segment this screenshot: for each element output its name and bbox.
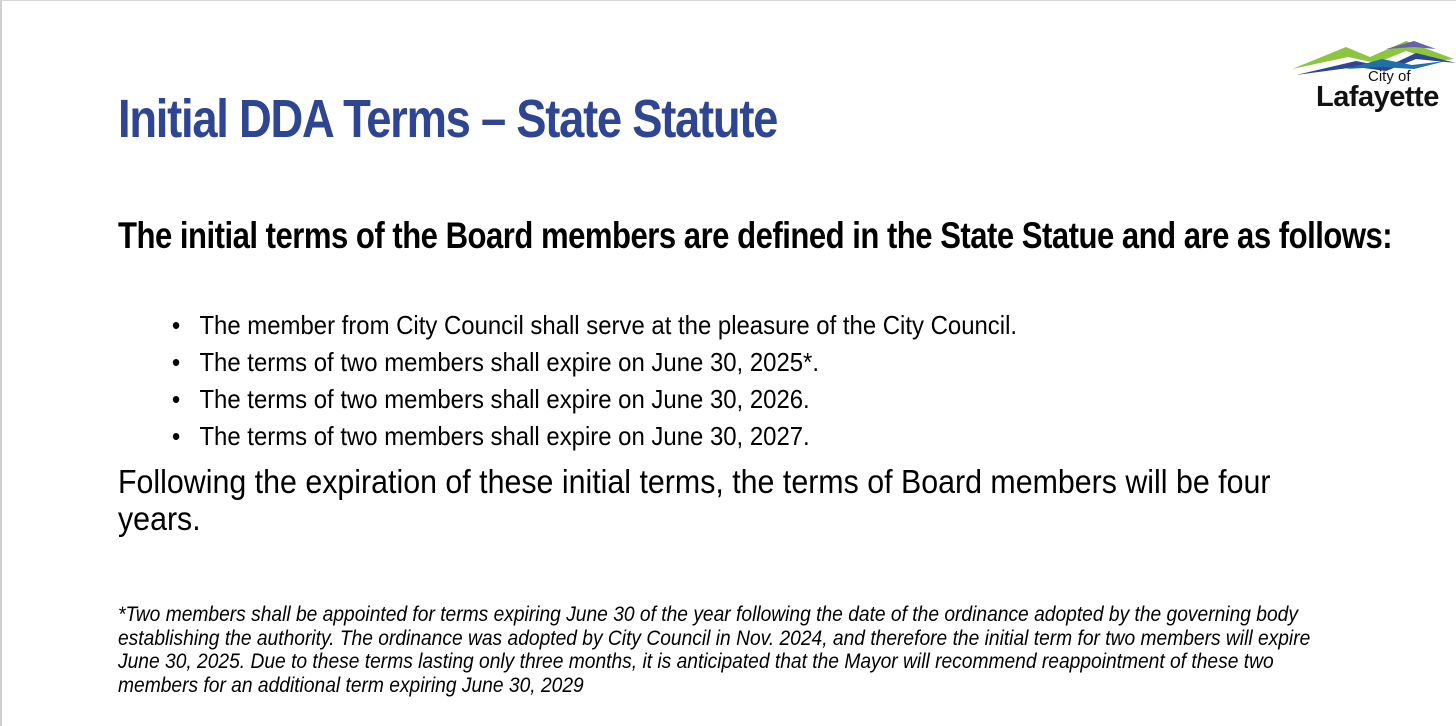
- bullet-text: The member from City Council shall serve at the pleasure of the City Council.: [199, 310, 1018, 340]
- bullet-text: The terms of two members shall expire on June 30, 2027.: [199, 421, 810, 451]
- logo-city-of-text: City of: [1368, 68, 1411, 85]
- bullet-dot-icon: •: [171, 310, 181, 340]
- bullet-item: [170, 381, 1017, 418]
- bullet-item: [170, 344, 1017, 381]
- logo-city-name: Lafayette: [1316, 81, 1439, 113]
- bullet-text: The terms of two members shall expire on June 30, 2026.: [199, 384, 810, 414]
- city-logo: [1286, 39, 1456, 119]
- slide-title: Initial DDA Terms – State Statute: [118, 89, 778, 149]
- bullet-dot-icon: •: [171, 421, 181, 451]
- footnote: *Two members shall be appointed for terms expiring June 30 of the year following the date of the ordinance adopted by the governing body establishing the authority. The ordinance was adopted by City Council in Nov. 2024, and therefore the initial term for two members will expire June 30, 2025. Due to these terms lasting only three months, it is anticipated that the Mayor will recommend reappointment of these two members for an additional term expiring June 30, 2029: [118, 603, 1311, 697]
- bullet-dot-icon: •: [171, 384, 181, 414]
- following-paragraph: Following the expiration of these initial terms, the terms of Board members will be four years.: [118, 463, 1271, 537]
- bullet-item: [170, 418, 1017, 455]
- intro-paragraph: The initial terms of the Board members are defined in the State Statue and are as follows:: [118, 215, 1393, 256]
- bullet-text: The terms of two members shall expire on June 30, 2025*.: [199, 347, 820, 377]
- bullet-item: [170, 307, 1017, 344]
- bullet-dot-icon: •: [171, 347, 181, 377]
- terms-bullet-list: [170, 307, 1017, 455]
